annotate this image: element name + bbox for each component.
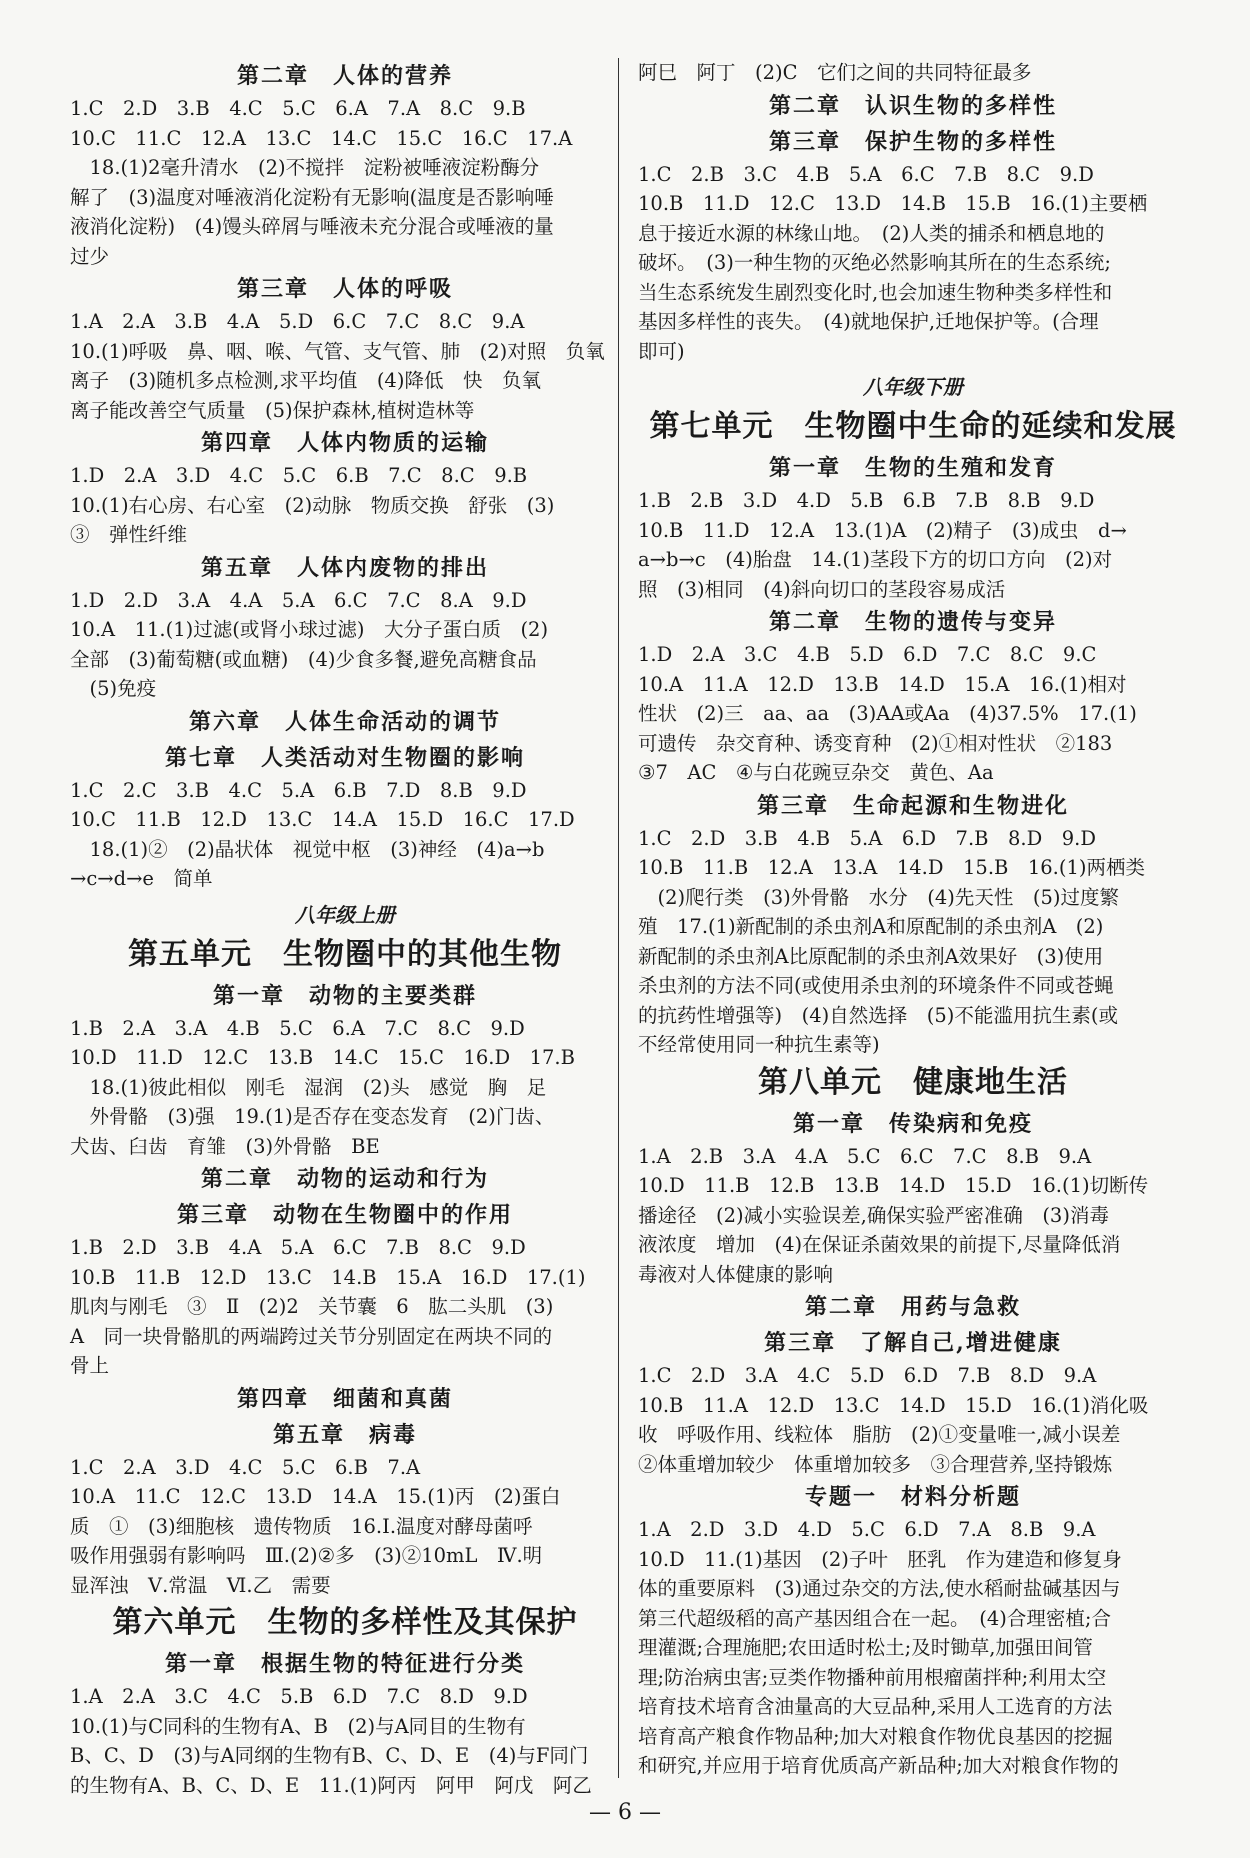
page-number: — 6 — — [589, 1800, 661, 1825]
chapter-heading: 专题一 材料分析题 — [804, 1484, 1021, 1510]
answer-line: 离子能改善空气质量 (5)保护森林,植树造林等 — [70, 398, 475, 422]
answer-line: A 同一块骨骼肌的两端跨过关节分别固定在两块不同的 — [70, 1324, 553, 1348]
answer-line: 体的重要原料 (3)通过杂交的方法,使水稻耐盐碱基因与 — [638, 1577, 1121, 1600]
answer-line: 的抗药性增强等) (4)自然选择 (5)不能滥用抗生素(或 — [638, 1003, 1118, 1027]
answer-line: 1.C 2.D 3.B 4.C 5.C 6.A 7.A 8.C 9.B — [70, 97, 526, 120]
answer-line: 肌肉与刚毛 ③ Ⅱ (2)2 关节囊 6 肱二头肌 (3) — [70, 1295, 554, 1318]
answer-line: 10.B 11.D 12.A 13.(1)A (2)精子 (3)成虫 d→ — [638, 518, 1127, 542]
unit-heading: 第六单元 生物的多样性及其保护 — [112, 1605, 578, 1640]
answer-line: 骨上 — [70, 1354, 110, 1377]
chapter-heading: 第一章 传染病和免疫 — [792, 1110, 1033, 1137]
answer-line: 10.A 11.A 12.D 13.B 14.D 15.A 16.(1)相对 — [638, 672, 1127, 696]
unit-heading: 第八单元 健康地生活 — [758, 1064, 1068, 1100]
answer-line: 10.(1)与C同科的生物有A、B (2)与A同目的生物有 — [70, 1714, 526, 1738]
answer-line: 犬齿、臼齿 育雏 (3)外骨骼 BE — [70, 1134, 380, 1158]
answer-line: ③ 弹性纤维 — [70, 523, 188, 546]
chapter-heading: 第三章 了解自己,增进健康 — [764, 1330, 1062, 1356]
chapter-heading: 第二章 认识生物的多样性 — [768, 92, 1057, 119]
chapter-heading: 第三章 人体的呼吸 — [236, 276, 453, 302]
answer-line: 即可) — [638, 339, 685, 363]
chapter-heading: 第四章 人体内物质的运输 — [200, 430, 489, 456]
answer-line: 基因多样性的丧失。 (4)就地保护,迁地保护等。(合理 — [638, 310, 1099, 333]
answer-line: 显浑浊 Ⅴ.常温 Ⅵ.乙 需要 — [70, 1573, 331, 1597]
answer-line: 全部 (3)葡萄糖(或血糖) (4)少食多餐,避免高糖食品 — [70, 647, 537, 671]
chapter-heading: 第七章 人类活动对生物圈的影响 — [164, 744, 525, 771]
answer-line: 理;防治病虫害;豆类作物播种前用根瘤菌拌种;利用太空 — [638, 1665, 1107, 1689]
answer-line: 播途径 (2)减小实验误差,确保实验严密准确 (3)消毒 — [638, 1203, 1109, 1227]
answer-line: 1.D 2.A 3.C 4.B 5.D 6.D 7.C 8.C 9.C — [638, 643, 1097, 666]
chapter-heading: 第一章 动物的主要类群 — [212, 982, 477, 1009]
answer-line: 破坏。 (3)一种生物的灭绝必然影响其所在的生态系统; — [638, 251, 1111, 274]
answer-line: 收 呼吸作用、线粒体 脂肪 (2)①变量唯一,减小误差 — [638, 1423, 1121, 1446]
answer-line: 1.B 2.D 3.B 4.A 5.A 6.C 7.B 8.C 9.D — [70, 1236, 526, 1259]
chapter-heading: 第五章 病毒 — [272, 1421, 417, 1448]
answer-line: 息于接近水源的林缘山地。 (2)人类的捕杀和栖息地的 — [638, 221, 1105, 245]
answer-line: 18.(1)② (2)晶状体 视觉中枢 (3)神经 (4)a→b — [70, 837, 545, 861]
answer-line: 10.D 11.D 12.C 13.B 14.C 15.C 16.D 17.B — [70, 1046, 575, 1069]
answer-line: ②体重增加较少 体重增加较多 ③合理营养,坚持锻炼 — [638, 1452, 1113, 1476]
chapter-heading: 第二章 用药与急救 — [804, 1294, 1021, 1320]
answer-line: (5)免疫 — [70, 677, 157, 700]
answer-line: 液消化淀粉) (4)馒头碎屑与唾液未充分混合或唾液的量 — [70, 215, 554, 238]
answer-line: 1.A 2.A 3.B 4.A 5.D 6.C 7.C 8.C 9.A — [70, 310, 525, 333]
answer-line: 1.C 2.D 3.B 4.B 5.A 6.D 7.B 8.D 9.D — [638, 826, 1096, 850]
answer-line: a→b→c (4)胎盘 14.(1)茎段下方的切口方向 (2)对 — [638, 548, 1113, 571]
grade-heading: 八年级下册 — [863, 375, 963, 399]
chapter-heading: 第三章 保护生物的多样性 — [768, 128, 1057, 155]
answer-line: 过少 — [70, 244, 110, 268]
answer-line: 可遗传 杂交育种、诱变育种 (2)①相对性状 ②183 — [638, 731, 1113, 755]
answer-line: 1.C 2.D 3.A 4.C 5.D 6.D 7.B 8.D 9.A — [638, 1364, 1097, 1387]
answer-line: 10.B 11.B 12.D 13.C 14.B 15.A 16.D 17.(1) — [70, 1265, 586, 1289]
unit-heading: 第五单元 生物圈中的其他生物 — [128, 936, 562, 972]
answer-line: 10.A 11.C 12.C 13.D 14.A 15.(1)丙 (2)蛋白 — [70, 1485, 561, 1508]
answer-line: 的生物有A、B、C、D、E 11.(1)阿丙 阿甲 阿戊 阿乙 — [70, 1773, 592, 1797]
answer-line: 理灌溉;合理施肥;农田适时松土;及时锄草,加强田间管 — [638, 1636, 1093, 1659]
answer-line: 18.(1)彼此相似 刚毛 湿润 (2)头 感觉 胸 足 — [70, 1075, 547, 1099]
answer-line: 10.C 11.C 12.A 13.C 14.C 15.C 16.C 17.A — [70, 126, 573, 150]
answer-line: 1.A 2.D 3.D 4.D 5.C 6.D 7.A 8.B 9.A — [638, 1518, 1096, 1541]
answer-line: 10.(1)右心房、右心室 (2)动脉 物质交换 舒张 (3) — [70, 493, 555, 517]
answer-line: 10.B 11.B 12.A 13.A 14.D 15.B 16.(1)两栖类 — [638, 856, 1145, 879]
answer-line: 1.A 2.B 3.A 4.A 5.C 6.C 7.C 8.B 9.A — [638, 1144, 1092, 1168]
answer-line: 10.(1)呼吸 鼻、咽、喉、气管、支气管、肺 (2)对照 负氧 — [70, 339, 605, 363]
chapter-heading: 第一章 根据生物的特征进行分类 — [164, 1651, 525, 1677]
chapter-heading: 第四章 细菌和真菌 — [236, 1385, 453, 1412]
answer-line: 1.A 2.A 3.C 4.C 5.B 6.D 7.C 8.D 9.D — [70, 1685, 528, 1708]
answer-line: 性状 (2)三 aa、aa (3)AA或Aa (4)37.5% 17.(1) — [638, 702, 1137, 725]
answer-line: 1.C 2.A 3.D 4.C 5.C 6.B 7.A — [70, 1455, 421, 1479]
answer-line: 1.B 2.B 3.D 4.D 5.B 6.B 7.B 8.B 9.D — [638, 489, 1095, 512]
answer-line: 1.D 2.D 3.A 4.A 5.A 6.C 7.C 8.A 9.D — [70, 588, 527, 612]
answer-line: 殖 17.(1)新配制的杀虫剂A和原配制的杀虫剂A (2) — [638, 915, 1104, 938]
answer-line: B、C、D (3)与A同纲的生物有B、C、D、E (4)与F同门 — [70, 1744, 589, 1767]
answer-line: 1.C 2.B 3.C 4.B 5.A 6.C 7.B 8.C 9.D — [638, 162, 1094, 186]
answer-line: 离子 (3)随机多点检测,求平均值 (4)降低 快 负氧 — [70, 369, 541, 392]
answer-line: 10.C 11.B 12.D 13.C 14.A 15.D 16.C 17.D — [70, 808, 575, 831]
answer-line: 照 (3)相同 (4)斜向切口的茎段容易成活 — [638, 577, 1006, 601]
answer-line: 吸作用强弱有影响吗 Ⅲ.(2)②多 (3)②10mL Ⅳ.明 — [70, 1544, 543, 1567]
unit-heading: 第七单元 生物圈中生命的延续和发展 — [649, 409, 1177, 444]
chapter-heading: 第三章 动物在生物圈中的作用 — [176, 1202, 513, 1228]
answer-line: 液浓度 增加 (4)在保证杀菌效果的前提下,尽量降低消 — [638, 1233, 1121, 1256]
answer-line: 培育技术培育含油量高的大豆品种,采用人工选育的方法 — [638, 1695, 1113, 1718]
left-column — [70, 58, 620, 1800]
answer-line: 外骨骼 (3)强 19.(1)是否存在变态发育 (2)门齿、 — [70, 1105, 555, 1128]
answer-line: 10.B 11.A 12.D 13.C 14.D 15.D 16.(1)消化吸 — [638, 1393, 1149, 1417]
answer-line: 18.(1)2毫升清水 (2)不搅拌 淀粉被唾液淀粉酶分 — [70, 156, 540, 179]
answer-line: 新配制的杀虫剂A比原配制的杀虫剂A效果好 (3)使用 — [638, 944, 1104, 968]
answer-line: 不经常使用同一种抗生素等) — [638, 1033, 880, 1056]
answer-line: 和研究,并应用于培育优质高产新品种;加大对粮食作物的 — [638, 1754, 1119, 1777]
answer-line: 1.D 2.A 3.D 4.C 5.C 6.B 7.C 8.C 9.B — [70, 464, 528, 487]
answer-line: 毒液对人体健康的影响 — [638, 1262, 834, 1286]
answer-line: ③7 AC ④与白花豌豆杂交 黄色、Aa — [638, 761, 994, 784]
answer-line: 1.C 2.C 3.B 4.C 5.A 6.B 7.D 8.B 9.D — [70, 778, 527, 802]
answer-line: 质 ① (3)细胞核 遗传物质 16.Ⅰ.温度对酵母菌呼 — [70, 1514, 533, 1538]
answer-line: 10.B 11.D 12.C 13.D 14.B 15.B 16.(1)主要栖 — [638, 192, 1148, 215]
chapter-heading: 第三章 生命起源和生物进化 — [756, 792, 1069, 819]
column-divider — [618, 58, 619, 1778]
answer-line: 阿巳 阿丁 (2)C 它们之间的共同特征最多 — [638, 61, 1032, 84]
answer-line: 10.A 11.(1)过滤(或肾小球过滤) 大分子蛋白质 (2) — [70, 618, 549, 641]
answer-line: 10.D 11.B 12.B 13.B 14.D 15.D 16.(1)切断传 — [638, 1174, 1149, 1197]
chapter-heading: 第二章 人体的营养 — [236, 63, 453, 89]
chapter-heading: 第二章 动物的运动和行为 — [200, 1166, 489, 1192]
answer-line: (2)爬行类 (3)外骨骼 水分 (4)先天性 (5)过度繁 — [638, 885, 1119, 909]
chapter-heading: 第二章 生物的遗传与变异 — [768, 609, 1057, 635]
chapter-heading: 第一章 生物的生殖和发育 — [768, 455, 1057, 481]
answer-line: 第三代超级稻的高产基因组合在一起。 (4)合理密植;合 — [638, 1606, 1111, 1630]
answer-line: 杀虫剂的方法不同(或使用杀虫剂的环境条件不同或苍蝇 — [638, 974, 1114, 997]
answer-line: 当生态系统发生剧烈变化时,也会加速生物种类多样性和 — [638, 280, 1113, 304]
answer-line: 1.B 2.A 3.A 4.B 5.C 6.A 7.C 8.C 9.D — [70, 1016, 525, 1040]
answer-line: →c→d→e 简单 — [70, 867, 213, 890]
answer-line: 10.D 11.(1)基因 (2)子叶 胚乳 作为建造和修复身 — [638, 1547, 1122, 1571]
answer-line: 培育高产粮食作物品种;加大对粮食作物优良基因的挖掘 — [638, 1724, 1113, 1748]
chapter-heading: 第五章 人体内废物的排出 — [200, 554, 489, 581]
right-column — [638, 58, 1188, 1781]
chapter-heading: 第六章 人体生命活动的调节 — [188, 708, 501, 735]
grade-heading: 八年级上册 — [295, 902, 395, 927]
answer-line: 解了 (3)温度对唾液消化淀粉有无影响(温度是否影响唾 — [70, 185, 554, 209]
